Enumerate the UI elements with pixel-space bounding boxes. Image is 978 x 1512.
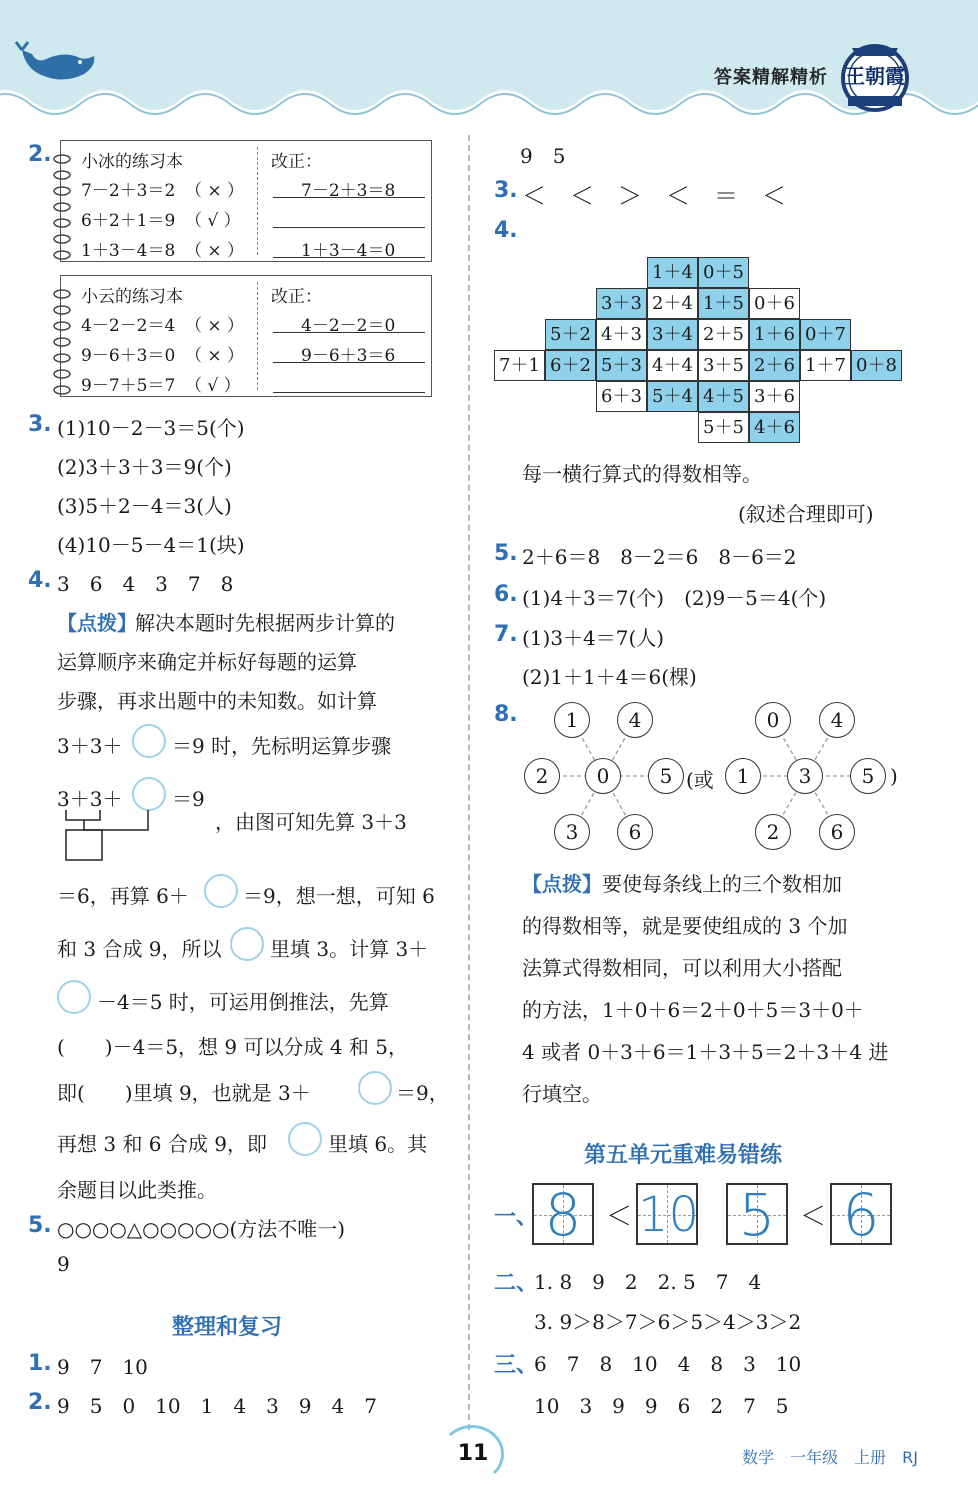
answer-line: ＜ ＜ ＞ ＜ ＝ ＜ [522,182,786,210]
fix: 9－6＋3＝6 [301,346,396,366]
q8-circle: 0 [585,758,621,794]
grid-cell: 5＋4 [647,381,698,412]
grid-cell: 4＋6 [749,412,800,443]
grid-cell: 6＋2 [545,350,596,381]
q7-number: 7. [494,622,518,647]
q8-number: 8. [494,702,518,727]
grid-cell: 3＋3 [596,288,647,319]
tip-text: －4＝5 时，可运用倒推法，先算 [97,990,389,1014]
tip-text: ( )－4＝5，想 9 可以分成 4 和 5， [57,1035,409,1059]
fix: 1＋3－4＝0 [301,241,396,261]
tianzi-digit: 8 [544,1181,582,1249]
grid-cell: 0＋8 [851,350,902,381]
answer-line: 9 7 10 [57,1355,148,1379]
tip-label: 【点拨】 [57,611,137,635]
tip-text: 法算式得数相同，可以利用大小搭配 [522,956,842,980]
compare-op: ＜ [606,1202,633,1232]
q8-circle: 2 [524,758,560,794]
grid-cell: 2＋6 [749,350,800,381]
q8-circle: 1 [554,702,590,738]
q8-or: (或 [686,768,714,792]
spiral-rings-icon [51,286,73,396]
q8-circle: 4 [819,702,855,738]
mark: （ √ ） [185,376,241,396]
q8-circle: 5 [648,758,684,794]
tianzi-box [636,1183,698,1245]
whale-icon [14,40,104,100]
tip-text: 步骤，再求出题中的未知数。如计算 [57,689,377,713]
notebook-xiaobing [60,140,432,262]
notebook-xiaoyun [60,275,432,397]
grid-cell: 5＋2 [545,319,596,350]
q8-circle: 1 [725,758,761,794]
grid-cell: 0＋7 [800,319,851,350]
mark: （ × ） [185,241,245,261]
tianzi-box [830,1181,892,1249]
tip-text: 即( )里填 9，也就是 3＋ [57,1081,311,1105]
tip-text: ＝9， [396,1081,449,1105]
tianzi-digit: 5 [738,1181,776,1249]
tip-text: 要使每条线上的三个数相加 [602,872,842,896]
brand-badge-text: 王朝霞 [845,64,905,88]
r2-number: 2. [28,1390,52,1415]
answer-line: 1. 8 9 2 2. 5 7 4 [534,1270,762,1294]
answer-line: (2)1＋1＋4＝6(棵) [522,665,697,689]
q4-note: (叙述合理即可) [738,502,874,526]
fix-label: 改正： [271,152,322,172]
answer-line: (1)10－2－3＝5(个) [57,416,245,440]
fix: 4－2－2＝0 [301,316,396,336]
q8-circle: 0 [755,702,791,738]
tip-text: 里填 3。计算 3＋ [270,937,429,961]
mark: （ × ） [185,316,245,336]
tip-label: 【点拨】 [522,872,602,896]
footer-subject: 数学 一年级 上册 RJ [742,1448,918,1467]
grid-cell: 3＋6 [749,381,800,412]
notebook-divider [257,282,258,390]
spiral-rings-icon [51,151,73,261]
answer-line: 9 5 [520,144,566,168]
expr: 4－2－2＝4 [81,316,176,336]
tip-text: 行填空。 [522,1082,602,1106]
q2-number: 2. [28,142,52,167]
answer-line: 3. 9＞8＞7＞6＞5＞4＞3＞2 [534,1310,802,1334]
tip-text: 里填 6。其 [328,1132,428,1156]
expr: 7－2＋3＝2 [81,181,176,201]
notebook-title: 小冰的练习本 [81,152,183,172]
tip-text: 3＋3＋ [57,734,123,758]
tip-text: 3＋3＋ [57,787,123,811]
grid-cell: 3＋4 [647,319,698,350]
grid-cell: 2＋4 [647,288,698,319]
blank-circle [288,1122,322,1156]
tip-text: ＝9 时，先标明运算步骤 [172,734,392,758]
tip-text: 的得数相等，就是要使组成的 3 个加 [522,914,848,938]
grid-cell: 1＋4 [647,257,698,288]
tip-text: 和 3 合成 9，所以 [57,937,222,961]
page-header [0,0,978,120]
answer-line: (2)3＋3＋3＝9(个) [57,455,232,479]
answer-line: 9 5 0 10 1 4 3 9 4 7 [57,1394,377,1418]
page-number: 11 [457,1441,489,1466]
q8-circle: 6 [819,814,855,850]
blank-circle [358,1071,392,1105]
grid-cell: 1＋5 [698,288,749,319]
notebook-title: 小云的练习本 [81,287,183,307]
answer-line: (1)4＋3＝7(个) (2)9－5＝4(个) [522,586,827,610]
expr: 9－7＋5＝7 [81,376,176,396]
tip-text: ＝6，再算 6＋ [57,884,189,908]
grid-cell: 4＋5 [698,381,749,412]
s2-label: 二、 [494,1271,539,1296]
grid-cell: 1＋6 [749,319,800,350]
fix-label: 改正： [271,287,322,307]
step-bracket-diagram [60,808,160,864]
q8-circle: 2 [755,814,791,850]
tianzi-digit: 10 [638,1187,700,1243]
answer-line: 2＋6＝8 8－2＝6 8－6＝2 [522,545,797,569]
tip-text: 再想 3 和 6 合成 9，即 [57,1132,267,1156]
tip-text: 余题目以此类推。 [57,1178,217,1202]
answer-line: (1)3＋4＝7(人) [522,626,665,650]
grid-cell: 5＋5 [698,412,749,443]
grid-cell: 0＋6 [749,288,800,319]
tip-text: 解决本题时先根据两步计算的 [135,611,395,635]
answer-line: 10 3 9 9 6 2 7 5 [534,1394,789,1418]
expr: 6＋2＋1＝9 [81,211,176,231]
expr: 9－6＋3＝0 [81,346,176,366]
tip-text: 4 或者 0＋3＋6＝1＋3＋5＝2＋3＋4 进 [522,1040,889,1064]
tip-text: 的方法，1＋0＋6＝2＋0＋5＝3＋0＋ [522,998,864,1022]
fix: 7－2＋3＝8 [301,181,396,201]
q8-circle: 3 [787,758,823,794]
q8-circle: 5 [850,758,886,794]
grid-cell: 1＋7 [800,350,851,381]
grid-cell: 2＋5 [698,319,749,350]
q5-number: 5. [28,1213,52,1238]
grid-cell: 6＋3 [596,381,647,412]
answer-line: 9 [57,1252,70,1276]
column-divider [468,135,470,1430]
s1-label: 一、 [494,1205,539,1230]
grid-cell: 0＋5 [698,257,749,288]
q8-close: ) [890,764,898,788]
answer-line: 3 6 4 3 7 8 [57,572,234,596]
answer-line: 6 7 8 10 4 8 3 10 [534,1352,802,1376]
grid-cell: 4＋3 [596,319,647,350]
tip-text: 运算顺序来确定并标好每题的运算 [57,650,357,674]
tip-text: ，由图可知先算 3＋3 [215,810,407,834]
q6-number: 6. [494,582,518,607]
answer-line [273,227,425,228]
grid-cell: 4＋4 [647,350,698,381]
blank-circle [57,980,91,1014]
unit-title: 第五单元重难易错练 [584,1143,783,1168]
answer-line: (3)5＋2－4＝3(人) [57,494,232,518]
q8-circle: 3 [554,814,590,850]
tip-text: ＝9 [172,787,205,811]
answer-line [273,362,425,363]
blank-circle [132,724,166,758]
grid-cell: 7＋1 [494,350,545,381]
q4-number: 4. [28,568,52,593]
answer-line [273,257,425,258]
mark: （ × ） [185,346,245,366]
mark: （ × ） [185,181,245,201]
wave-decoration [0,70,978,120]
q3-number: 3. [28,412,52,437]
answer-line [273,392,425,393]
answer-line [273,332,425,333]
tianzi-box [532,1181,594,1249]
r1-number: 1. [28,1351,52,1376]
compare-op: ＜ [800,1202,827,1232]
notebook-divider [257,147,258,255]
blank-circle [230,927,264,961]
grid-cell: 5＋3 [596,350,647,381]
s3-label: 三、 [494,1353,539,1378]
answer-line: ○○○○△○○○○○(方法不唯一) [57,1217,346,1241]
q5-number: 5. [494,541,518,566]
blank-circle [204,874,238,908]
answer-line: (4)10－5－4＝1(块) [57,533,245,557]
q3-number: 3. [494,178,518,203]
mark: （ √ ） [185,211,241,231]
tip-text: ＝9，想一想，可知 6 [243,884,435,908]
q8-circle: 6 [617,814,653,850]
answer-line [273,197,425,198]
grid-cell: 3＋5 [698,350,749,381]
tianzi-box [726,1181,788,1249]
q4-note: 每一横行算式的得数相等。 [522,462,762,486]
expr: 1＋3－4＝8 [81,241,176,261]
q8-circle: 4 [617,702,653,738]
review-title: 整理和复习 [172,1315,283,1340]
blank-circle [132,777,166,811]
q4-number: 4. [494,218,518,243]
tianzi-digit: 6 [842,1181,880,1249]
brand-text: 答案精解精析 [714,67,828,88]
